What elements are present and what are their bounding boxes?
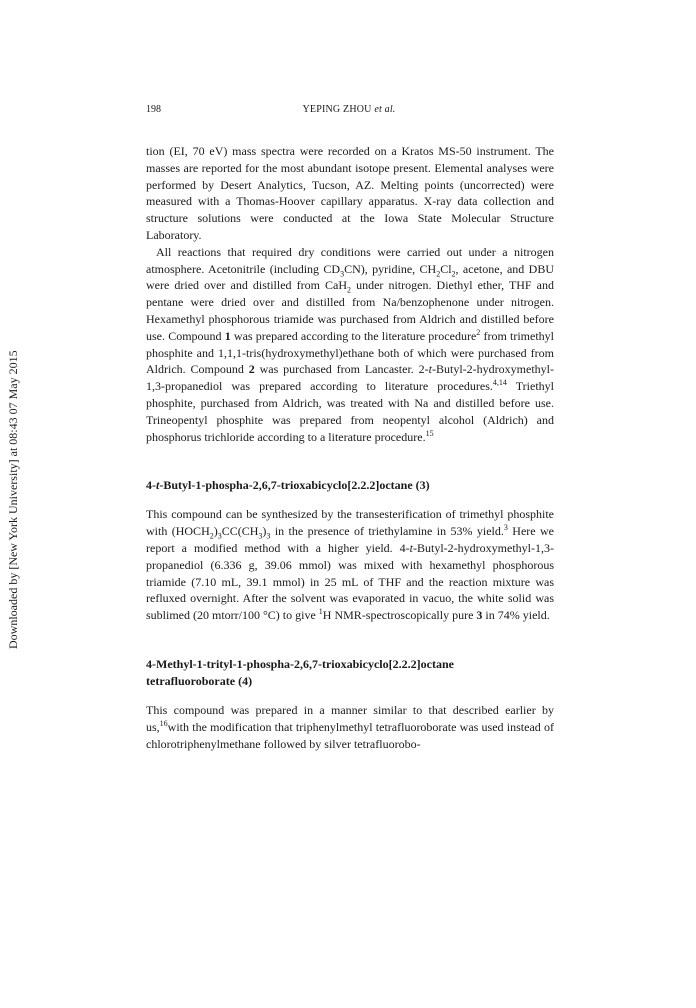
running-head-author: YEPING ZHOU xyxy=(302,104,372,115)
text-run: from trimethyl phosphite and 1,1,1-tris(hydroxymethyl)ethane both of which were purchased from Aldrich. Compound xyxy=(146,328,554,377)
text-run: This compound can be synthesized by the transesterification of trimethyl phosphite with (HOCH xyxy=(146,507,554,539)
text-run: Cl xyxy=(440,261,452,276)
italic-prefix: t xyxy=(428,362,433,377)
compound-number: 2 xyxy=(248,362,255,377)
text-run: -Butyl-2-hydroxymethyl-1,3-propanediol (6.336 g, 39.06 mmol) was mixed with hexamethyl phosphorous triamide (7.10 mL, 39.1 mmol) in 25 mL of THF and the reaction mixture was refluxed overnight. After the solvent was evaporated in vacuo, the white solid was sublimed (20 mtorr/100 °C) to give xyxy=(146,540,554,623)
section-heading-compound-3 xyxy=(146,477,554,494)
text-run: -Butyl-1-phospha-2,6,7-trioxabicyclo[2.2.2]octane (3) xyxy=(159,478,430,493)
section-heading-compound-4 xyxy=(146,656,554,690)
text-run: All reactions that required dry conditions were carried out under a nitrogen atmosphere. Acetonitrile (including CD xyxy=(146,244,554,276)
paragraph-instrumentation: tion (EI, 70 eV) mass spectra were recorded on a Kratos MS-50 instrument. The masses are reported for the most abundant isotope present. Elemental analyses were performed by Desert Analytics, Tucson, AZ. Melting points (uncorrected) were measured with a Thomas-Hoover capillary apparatus. X-ray data collection and structure solutions were conducted at the Iowa State Molecular Structure Laboratory. xyxy=(146,144,554,242)
text-run: was purchased from Lancaster. 2- xyxy=(254,362,429,377)
text-run: -Butyl-2-hydroxymethyl-1,3-propanediol was prepared according to literature procedures. xyxy=(146,362,554,394)
running-head-etal: et al. xyxy=(374,104,396,115)
subscript: 3 xyxy=(258,531,263,541)
citation: 4,14 xyxy=(492,378,507,388)
citation: 15 xyxy=(425,428,434,438)
text-run: in the presence of triethylamine in 53% yield. xyxy=(270,524,504,539)
heading-line: tetrafluoroborate (4) xyxy=(146,673,253,688)
subscript: 2 xyxy=(436,268,441,278)
text-run: ) xyxy=(262,524,267,539)
subscript: 3 xyxy=(340,268,345,278)
text-run: 4- xyxy=(146,478,156,493)
subscript: 2 xyxy=(451,268,456,278)
page-number: 198 xyxy=(146,104,161,115)
text-run: This compound was prepared in a manner similar to that described earlier by us, xyxy=(146,702,554,734)
download-watermark: Downloaded by [New York University] at 08:43 07 May 2015 xyxy=(6,350,20,650)
paragraph-materials xyxy=(146,244,554,446)
text-run: Triethyl phosphite, purchased from Aldrich, was treated with Na and distilled before use. Trineopentyl phosphite was prepared from neopentyl alcohol (Aldrich) and phosphorus trichloride according to a literature procedure. xyxy=(146,379,554,444)
text-run: was prepared according to the literature procedure xyxy=(230,328,477,343)
subscript: 2 xyxy=(347,285,352,295)
subscript: 3 xyxy=(217,531,222,541)
article-body xyxy=(146,143,554,752)
heading-line: 4-Methyl-1-trityl-1-phospha-2,6,7-trioxabicyclo[2.2.2]octane xyxy=(146,656,454,671)
text-run: Here we report a modified method with a higher yield. 4- xyxy=(146,524,554,555)
italic-prefix: t xyxy=(409,540,414,555)
paragraph-compound-3 xyxy=(146,506,554,624)
subscript: 3 xyxy=(266,531,271,541)
paragraph-compound-4 xyxy=(146,702,554,752)
text-run: with the modification that triphenylmethyl tetrafluoroborate was used instead of chlorotriphenylmethane followed by silver tetrafluorobo- xyxy=(146,719,554,751)
citation: 3 xyxy=(503,523,508,533)
compound-number: 3 xyxy=(476,608,483,623)
text-run: , acetone, and DBU were dried over and distilled from CaH xyxy=(146,261,554,293)
citation: 16 xyxy=(159,718,168,728)
text-run: in 74% yield. xyxy=(482,608,550,623)
text-run: under nitrogen. Diethyl ether, THF and pentane were dried over and distilled from Na/benzophenone under nitrogen. Hexamethyl phosphorous triamide was purchased from Aldrich and distilled before use. Compound xyxy=(146,278,555,343)
subscript: 2 xyxy=(209,531,214,541)
text-run: CC(CH xyxy=(221,524,259,539)
compound-number: 1 xyxy=(224,328,231,343)
running-head xyxy=(146,104,552,115)
superscript: 1 xyxy=(318,607,323,617)
citation: 2 xyxy=(476,327,481,337)
italic-prefix: t xyxy=(156,478,160,493)
text-run: H NMR-spectroscopically pure xyxy=(322,608,477,623)
text-run: CN), pyridine, CH xyxy=(344,261,437,276)
text-run: ) xyxy=(213,524,218,539)
